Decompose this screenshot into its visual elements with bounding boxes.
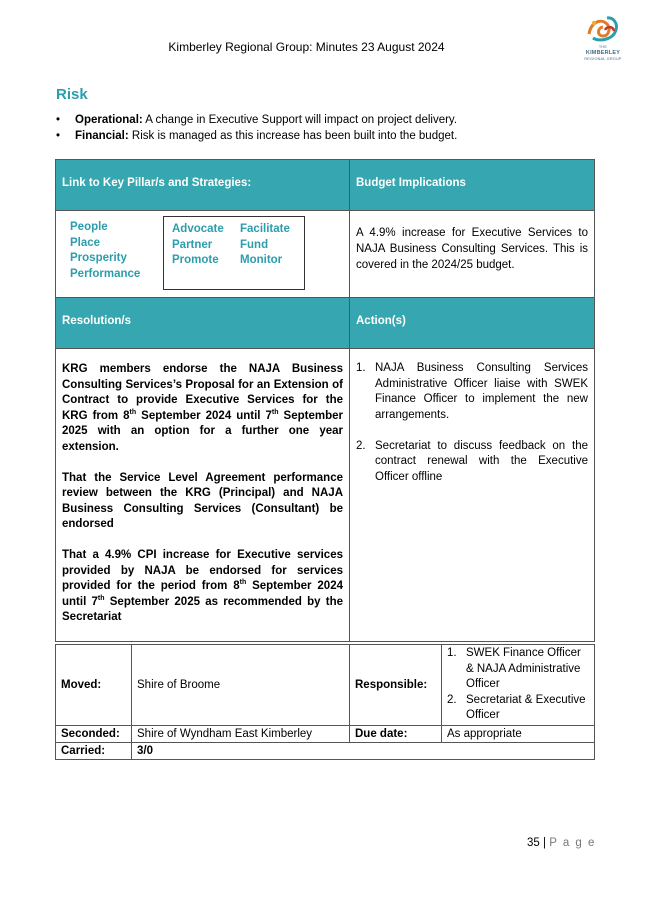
responsible-text: Secretariat & Executive Officer	[466, 693, 586, 721]
logo-swirl-icon	[585, 14, 621, 44]
actions-list	[356, 361, 588, 485]
resolution-text-part: September 2025 as recommended by the Secretariat	[62, 595, 343, 623]
ordinal-suffix: th	[239, 579, 247, 587]
due-date-value: As appropriate	[442, 725, 595, 742]
risk-heading: Risk	[56, 86, 88, 103]
actions-header: Action(s)	[350, 298, 595, 349]
action-number: 1.	[356, 362, 366, 374]
due-date-label: Due date:	[350, 725, 442, 742]
budget-text: A 4.9% increase for Executive Services to NAJA Business Consulting Services. This is covered in the 2024/25 budget.	[350, 211, 595, 298]
responsible-item	[447, 646, 589, 693]
risk-list	[56, 112, 596, 144]
pillar-people: People	[70, 221, 108, 233]
resolution-paragraph-3	[62, 548, 343, 626]
page-word: P a g e	[549, 837, 596, 849]
action-text: Secretariat to discuss feedback on the contract renewal with the Executive Officer offline	[375, 439, 588, 483]
budget-header: Budget Implications	[350, 160, 595, 211]
seconded-label: Seconded:	[56, 725, 132, 742]
ordinal-suffix: th	[129, 408, 137, 416]
carried-value: 3/0	[132, 742, 595, 759]
logo-line2: KIMBERLEY	[585, 50, 621, 56]
resolution-text-part: That a 4.9% CPI increase for Executive services provided by NAJA be endorsed for services provided for the period from 8	[62, 549, 343, 592]
ordinal-suffix: th	[97, 594, 105, 602]
actions-cell	[350, 349, 595, 642]
logo-line3: REGIONAL GROUP	[584, 57, 622, 61]
resolution-paragraph-1	[62, 362, 343, 455]
pillar-place: Place	[70, 236, 101, 249]
pillars-header: Link to Key Pillar/s and Strategies:	[56, 160, 350, 211]
strategy-monitor: Monitor	[240, 254, 283, 266]
responsible-number: 1.	[447, 647, 457, 659]
logo-line1: THE	[598, 45, 608, 49]
pillar-performance: Performance	[70, 267, 141, 280]
strategy-facilitate: Facilitate	[240, 223, 290, 235]
motion-table	[55, 644, 595, 760]
page-separator: |	[539, 837, 550, 849]
responsible-list	[447, 645, 589, 725]
risk-item-label: Financial:	[75, 130, 129, 142]
risk-item-operational	[56, 112, 596, 128]
pillars-cell	[56, 211, 350, 298]
resolution-text	[56, 349, 350, 642]
resolution-table	[55, 159, 595, 642]
action-item	[356, 439, 588, 486]
responsible-label: Responsible:	[350, 645, 442, 726]
risk-item-financial	[56, 128, 596, 144]
strategy-advocate: Advocate	[172, 223, 224, 235]
resolution-text-part: KRG members endorse the NAJA Business Consulting Services’s Proposal for an Extension of Contract to provide Executive Services for the KRG from 8	[62, 363, 343, 422]
kimberley-logo	[578, 14, 628, 66]
risk-item-label: Operational:	[75, 114, 143, 126]
resolution-header: Resolution/s	[56, 298, 350, 349]
responsible-number: 2.	[447, 693, 457, 706]
seconded-value: Shire of Wyndham East Kimberley	[132, 725, 350, 742]
strategy-partner: Partner	[172, 238, 213, 251]
resolution-paragraph-2: That the Service Level Agreement performance review between the KRG (Principal) and NAJA Business Consulting Services (Consultant) be endorsed	[62, 471, 343, 530]
page-header-title: Kimberley Regional Group: Minutes 23 August 2024	[168, 40, 445, 54]
pillar-prosperity: Prosperity	[70, 252, 127, 264]
pillars-left-list	[70, 220, 140, 282]
responsible-item	[447, 693, 589, 724]
moved-value: Shire of Broome	[132, 645, 350, 726]
action-text: NAJA Business Consulting Services Administrative Officer liaise with SWEK Finance Officer to implement the new arrangements.	[375, 362, 588, 421]
carried-label: Carried:	[56, 742, 132, 759]
risk-item-text: Risk is managed as this increase has been built into the budget.	[128, 130, 458, 142]
responsible-value	[442, 645, 595, 726]
action-number: 2.	[356, 439, 366, 452]
strategy-promote: Promote	[172, 254, 219, 266]
action-item	[356, 361, 588, 423]
resolution-text-part: September 2024 until 7	[62, 580, 343, 608]
strategies-box	[163, 216, 305, 290]
resolution-text-part: September 2025 with an option for a further one year extension.	[62, 409, 343, 453]
moved-label: Moved:	[56, 645, 132, 726]
resolution-text-part: September 2024 until 7	[136, 409, 272, 422]
strategies-col1	[172, 222, 224, 269]
responsible-text: SWEK Finance Officer & NAJA Administrative Officer	[466, 647, 581, 690]
strategy-fund: Fund	[240, 238, 269, 251]
strategies-col2	[240, 222, 290, 269]
page-number: 35	[527, 837, 540, 849]
page-footer	[527, 837, 596, 849]
risk-item-text: A change in Executive Support will impact on project delivery.	[142, 114, 458, 126]
ordinal-suffix: th	[271, 408, 279, 416]
